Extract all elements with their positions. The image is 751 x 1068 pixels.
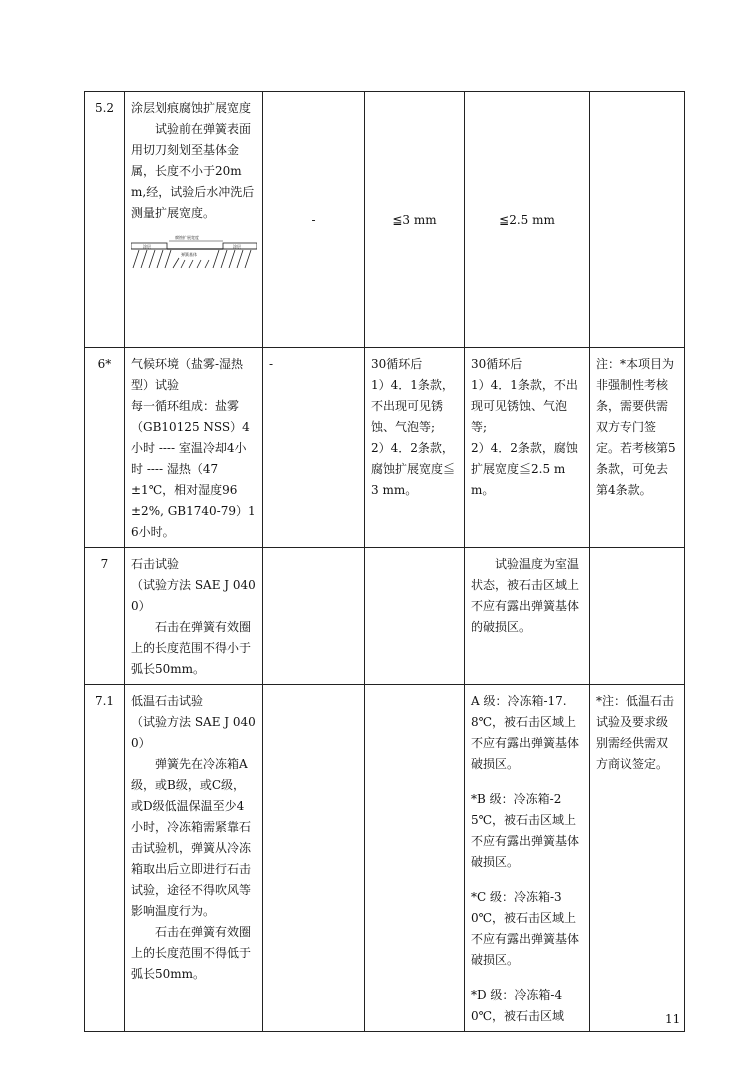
- item-number: 7: [85, 548, 125, 685]
- cell-value: ≦3 mm: [365, 92, 465, 348]
- item-description: [125, 548, 263, 685]
- item-method: 石击在弹簧有效圈上的长度范围不得小于弧长50mm。: [131, 620, 252, 676]
- item-method: 弹簧先在冷冻箱A级，或B级，或C级，或D级低温保温至少4小时，冷冻箱需紧靠石击试验机，弹簧从冷冻箱取出后立即进行石击试验，途径不得吹风等影响温度行为。: [131, 757, 252, 918]
- item-method: 试验前在弹簧表面用切刀刻划至基体金属，长度不小于20mm,经，试验后水冲洗后测量扩展宽度。: [131, 122, 255, 220]
- item-method: （试验方法 SAE J 0400）: [131, 578, 256, 613]
- cell-note: [590, 548, 685, 685]
- scratch-diagram: [131, 234, 257, 270]
- item-number: 6*: [85, 348, 125, 548]
- table-row: [85, 548, 685, 685]
- cell-value: [365, 548, 465, 685]
- item-number: 5.2: [85, 92, 125, 348]
- cell-value: 试验温度为室温状态，被石击区域上不应有露出弹簧基体的破损区。: [465, 548, 590, 685]
- item-number: 7.1: [85, 685, 125, 1032]
- cell-value: -: [263, 92, 365, 348]
- cell-value: ≦2.5 mm: [465, 92, 590, 348]
- diagram-label: 涂层: [143, 244, 151, 249]
- cell-value: 30循环后 1）4．1条款，不出现可见锈蚀、气泡等; 2）4．2条款，腐蚀扩展宽度≦3 mm。: [365, 348, 465, 548]
- item-title: 石击试验: [131, 557, 180, 571]
- item-title: 气候环境（盐雾-湿热型）试验: [131, 357, 244, 392]
- item-description: [125, 685, 263, 1032]
- item-description: [125, 92, 263, 348]
- page-number: 11: [665, 1012, 681, 1026]
- table-row: [85, 92, 685, 348]
- diagram-label: 腐蚀扩展宽度: [175, 235, 199, 240]
- cell-value: [263, 685, 365, 1032]
- table-row: [85, 348, 685, 548]
- cell-value: 30循环后 1）4．1条款，不出现可见锈蚀、气泡等; 2）4．2条款，腐蚀扩展宽度≦2.5 mm。: [465, 348, 590, 548]
- spec-table: [84, 91, 685, 1032]
- item-method: 每一循环组成：盐雾（GB10125 NSS）4小时 ---- 室温冷却4小时 ---- 湿热（47±1℃，相对湿度96±2%, GB1740-79）16小时。: [131, 399, 256, 539]
- cell-value: -: [263, 348, 365, 548]
- diagram-label: 涂层: [233, 244, 241, 249]
- cell-note: [590, 92, 685, 348]
- item-method: （试验方法 SAE J 0400）: [131, 715, 256, 750]
- item-title: 涂层划痕腐蚀扩展宽度: [131, 101, 252, 115]
- item-method: 石击在弹簧有效圈上的长度范围不得低于弧长50mm。: [131, 925, 252, 981]
- cell-value: [365, 685, 465, 1032]
- item-title: 低温石击试验: [131, 694, 204, 708]
- diagram-label: 弹簧基体: [181, 252, 197, 257]
- cell-value: [263, 548, 365, 685]
- table-row: [85, 685, 685, 1032]
- cell-note: 注：*本项目为非强制性考核条，需要供需双方专门签定。若考核第5条款，可免去第4条款。: [590, 348, 685, 548]
- cell-value: A 级：冷冻箱-17.8℃，被石击区域上不应有露出弹簧基体破损区。 *B 级：冷冻箱-25℃，被石击区域上不应有露出弹簧基体破损区。 *C 级：冷冻箱-30℃，被石击区域上不应有露出弹簧基体破损区。 *D 级：冷冻箱-40℃，被石击区域: [465, 685, 590, 1032]
- item-description: [125, 348, 263, 548]
- cell-note: *注：低温石击试验及要求级别需经供需双方商议签定。: [590, 685, 685, 1032]
